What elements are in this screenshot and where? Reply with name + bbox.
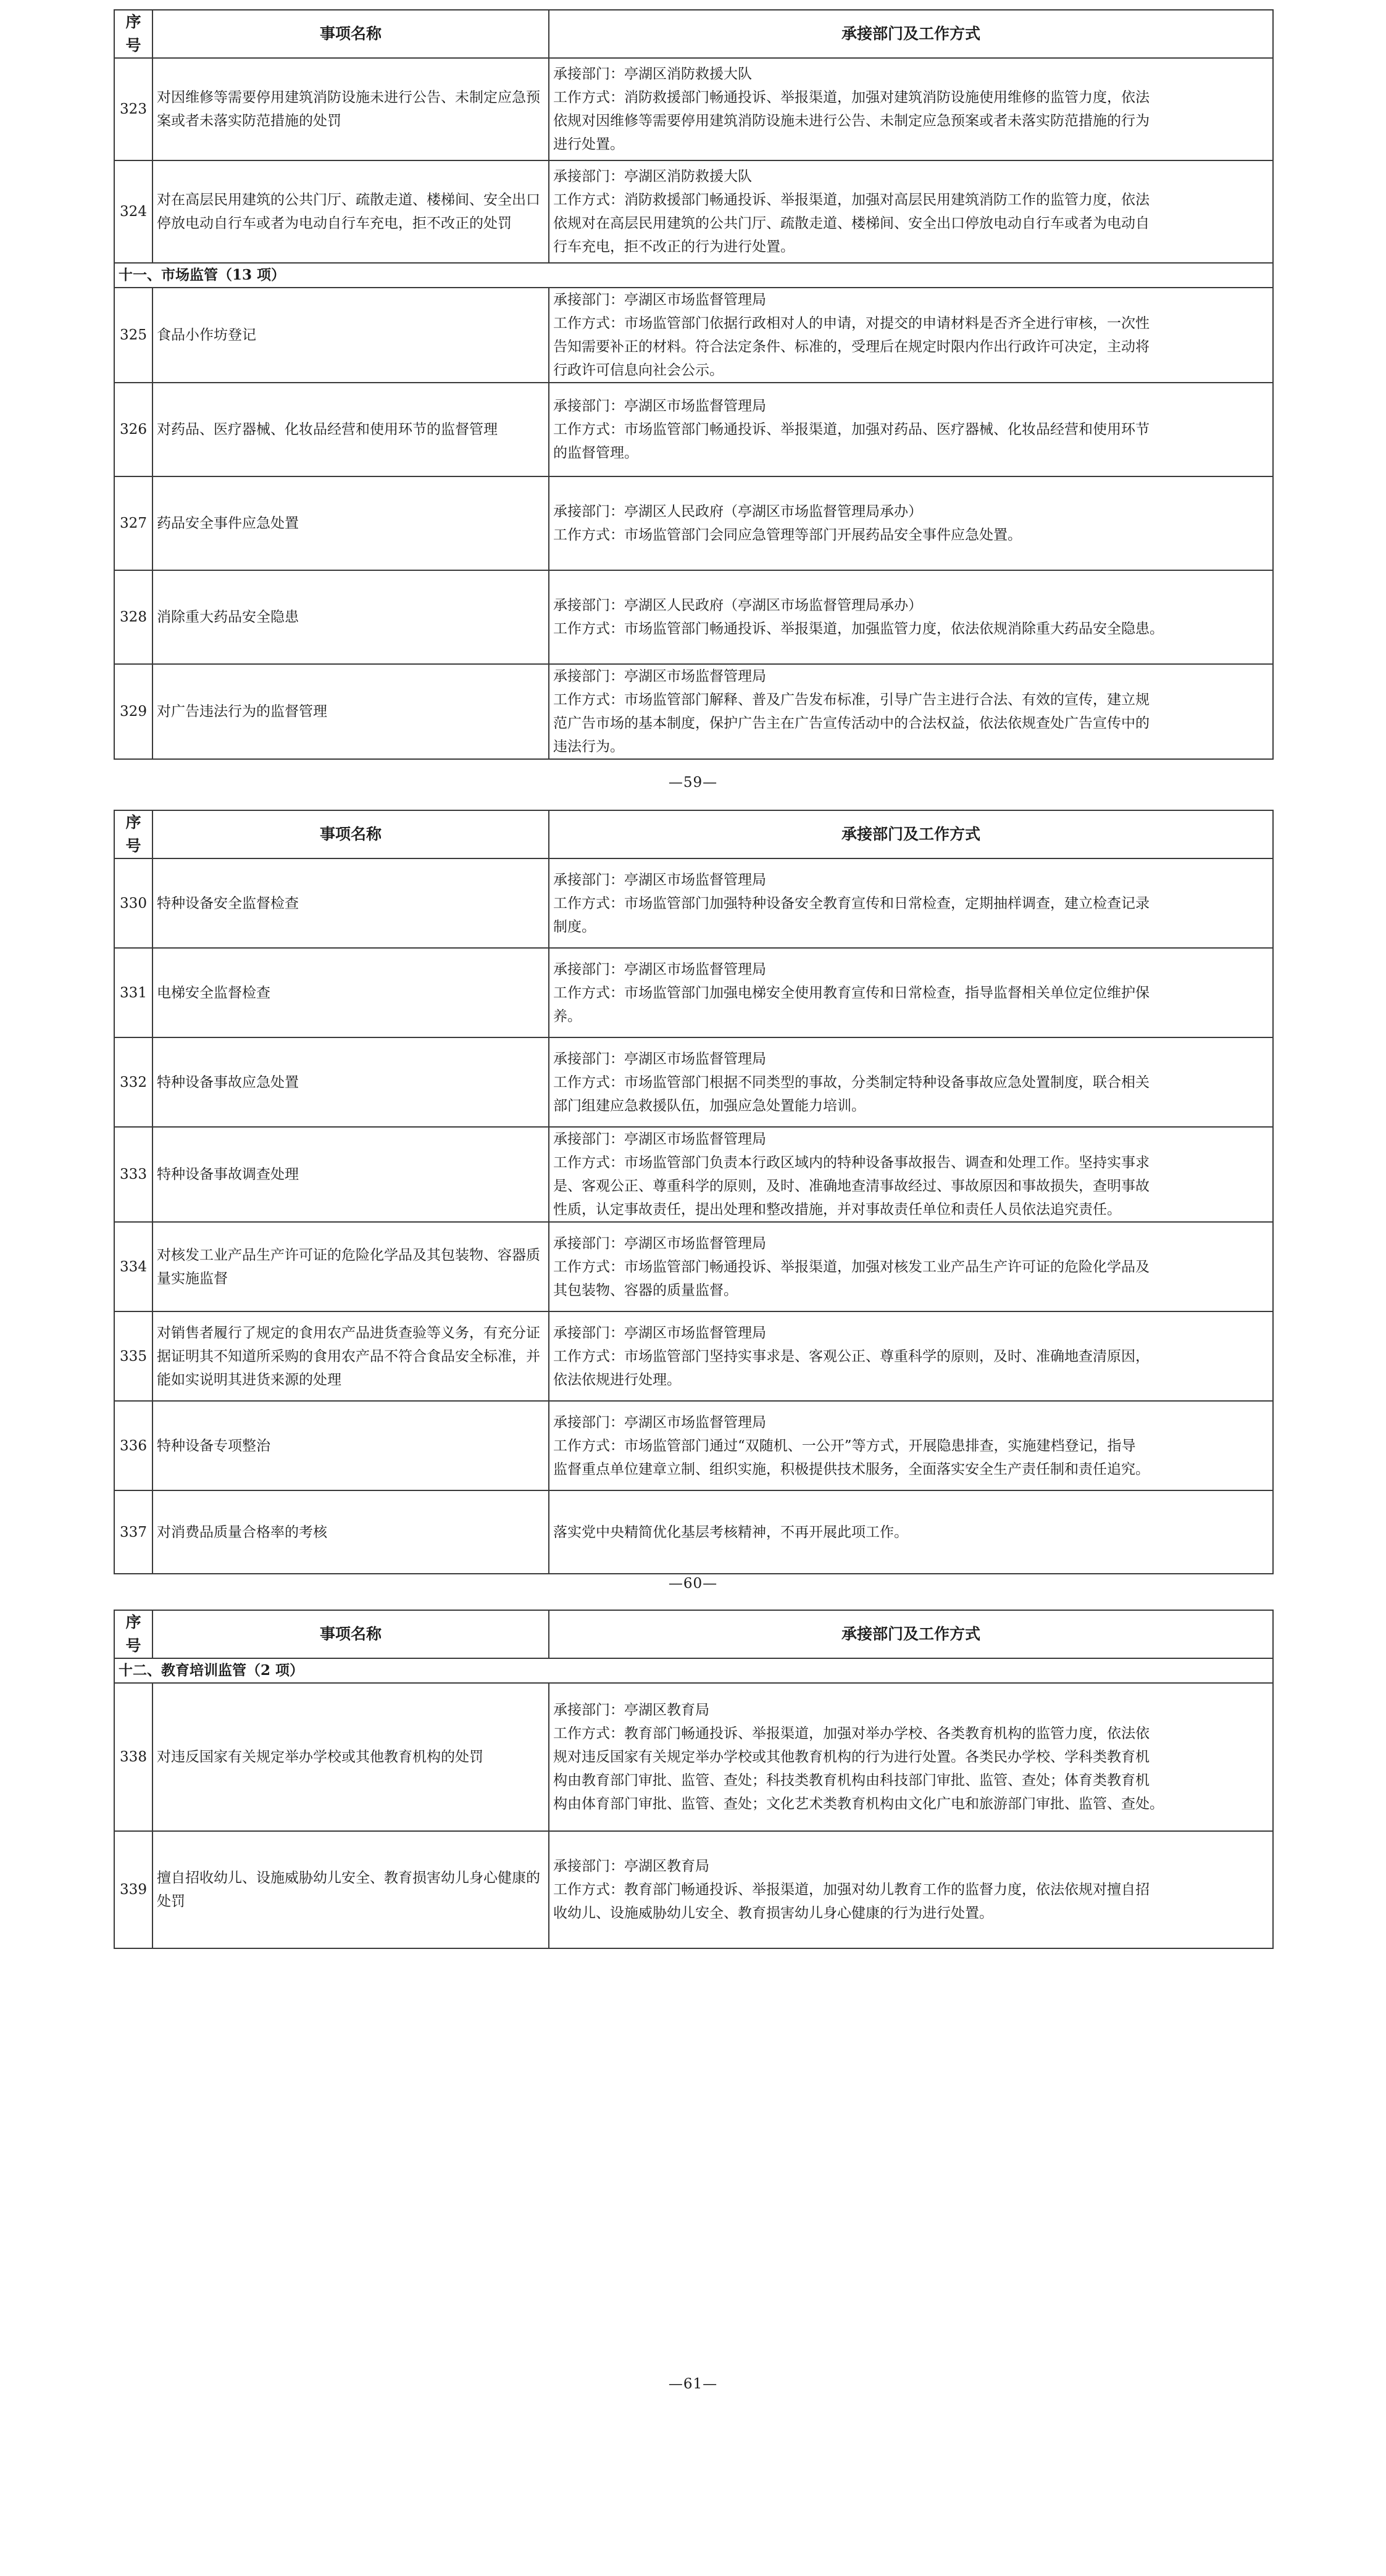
- item-name: 特种设备专项整治: [152, 1401, 549, 1490]
- row-number: 326: [114, 383, 152, 476]
- work-method: [549, 1222, 1273, 1311]
- work-line: 工作方式：市场监管部门加强电梯安全使用教育宣传和日常检查，指导监督相关单位定位维护保: [553, 984, 1150, 1001]
- row-number: 332: [114, 1037, 152, 1127]
- work-method: [549, 1831, 1273, 1948]
- work-line: 部门组建应急救援队伍，加强应急处置能力培训。: [553, 1097, 866, 1114]
- row-number: 329: [114, 664, 152, 759]
- item-name: 对因维修等需要停用建筑消防设施未进行公告、未制定应急预案或者未落实防范措施的处罚: [152, 58, 549, 160]
- row-number: 333: [114, 1127, 152, 1222]
- work-line: 行政许可信息向社会公示。: [553, 362, 724, 378]
- work-method: [549, 383, 1273, 476]
- table-row: [114, 1490, 1273, 1574]
- header-no: 序号: [114, 1610, 152, 1658]
- work-line: 是、客观公正、尊重科学的原则，及时、准确地查清事故经过、事故原因和事故损失，查明事故: [553, 1178, 1150, 1194]
- table-row: [114, 58, 1273, 160]
- item-name: 特种设备安全监督检查: [152, 858, 549, 948]
- work-line: 构由体育部门审批、监管、查处；文化艺术类教育机构由文化广电和旅游部门审批、监管、查处。: [553, 1796, 1164, 1812]
- item-name: 特种设备事故调查处理: [152, 1127, 549, 1222]
- section-title: 十二、教育培训监管（2 项）: [114, 1658, 1273, 1683]
- table-row: [114, 664, 1273, 759]
- work-method: [549, 858, 1273, 948]
- table-row: [114, 1127, 1273, 1222]
- page-59: [114, 9, 1272, 760]
- work-line: 承接部门：亭湖区市场监督管理局: [553, 398, 766, 414]
- table-header-row: [114, 810, 1273, 858]
- table-row: [114, 476, 1273, 570]
- page-number: —61—: [668, 2376, 718, 2392]
- work-method: [549, 1490, 1273, 1574]
- table-row: [114, 1683, 1273, 1831]
- work-method: [549, 1311, 1273, 1401]
- work-line: 落实党中央精简优化基层考核精神，不再开展此项工作。: [553, 1524, 908, 1540]
- work-line: 违法行为。: [553, 739, 624, 755]
- work-line: 承接部门：亭湖区市场监督管理局: [553, 961, 766, 978]
- row-number: 334: [114, 1222, 152, 1311]
- work-line: 依法依规进行处理。: [553, 1371, 681, 1388]
- item-name: 特种设备事故应急处置: [152, 1037, 549, 1127]
- work-line: 工作方式：市场监管部门畅通投诉、举报渠道，加强对药品、医疗器械、化妆品经营和使用环节: [553, 422, 1150, 438]
- work-line: 承接部门：亭湖区消防救援大队: [553, 168, 752, 185]
- header-name: 事项名称: [152, 10, 549, 58]
- item-name: 消除重大药品安全隐患: [152, 570, 549, 664]
- work-line: 工作方式：市场监管部门会同应急管理等部门开展药品安全事件应急处置。: [553, 527, 1022, 543]
- row-number: 339: [114, 1831, 152, 1948]
- work-line: 监督重点单位建章立制、组织实施，积极提供技术服务，全面落实安全生产责任制和责任追究。: [553, 1461, 1150, 1477]
- work-line: 承接部门：亭湖区教育局: [553, 1858, 709, 1874]
- work-line: 工作方式：消防救援部门畅通投诉、举报渠道，加强对高层民用建筑消防工作的监管力度，依法: [553, 192, 1150, 208]
- work-line: 工作方式：教育部门畅通投诉、举报渠道，加强对幼儿教育工作的监督力度，依法依规对擅自招: [553, 1882, 1150, 1898]
- work-line: 告知需要补正的材料。符合法定条件、标准的，受理后在规定时限内作出行政许可决定，主动将: [553, 339, 1150, 355]
- work-line: 收幼儿、设施威胁幼儿安全、教育损害幼儿身心健康的行为进行处置。: [553, 1905, 993, 1921]
- work-method: [549, 288, 1273, 383]
- work-line: 承接部门：亭湖区市场监督管理局: [553, 1235, 766, 1252]
- work-line: 工作方式：市场监管部门负责本行政区域内的特种设备事故报告、调查和处理工作。坚持实事求: [553, 1155, 1150, 1171]
- header-work: 承接部门及工作方式: [549, 10, 1273, 58]
- section-row: [114, 263, 1273, 288]
- work-line: 承接部门：亭湖区教育局: [553, 1702, 709, 1718]
- item-name: 电梯安全监督检查: [152, 948, 549, 1037]
- work-line: 工作方式：市场监管部门加强特种设备安全教育宣传和日常检查，定期抽样调查，建立检查记录: [553, 895, 1150, 912]
- work-method: [549, 1037, 1273, 1127]
- page-60: [114, 810, 1272, 1574]
- work-line: 依规对因维修等需要停用建筑消防设施未进行公告、未制定应急预案或者未落实防范措施的行为: [553, 113, 1150, 129]
- work-method: [549, 58, 1273, 160]
- row-number: 323: [114, 58, 152, 160]
- table-row: [114, 948, 1273, 1037]
- work-line: 工作方式：市场监管部门依据行政相对人的申请，对提交的申请材料是否齐全进行审核，一次性: [553, 315, 1150, 331]
- work-line: 的监督管理。: [553, 445, 638, 461]
- item-name: 对药品、医疗器械、化妆品经营和使用环节的监督管理: [152, 383, 549, 476]
- row-number: 325: [114, 288, 152, 383]
- item-name: 对核发工业产品生产许可证的危险化学品及其包装物、容器质量实施监督: [152, 1222, 549, 1311]
- table-row: [114, 1037, 1273, 1127]
- work-method: [549, 476, 1273, 570]
- table-row: [114, 1401, 1273, 1490]
- work-line: 承接部门：亭湖区市场监督管理局: [553, 292, 766, 308]
- header-no: 序号: [114, 810, 152, 858]
- items-table: [114, 9, 1274, 760]
- page-number: —59—: [668, 775, 718, 791]
- work-line: 承接部门：亭湖区市场监督管理局: [553, 1324, 766, 1341]
- table-row: [114, 858, 1273, 948]
- table-row: [114, 1222, 1273, 1311]
- work-line: 承接部门：亭湖区市场监督管理局: [553, 1131, 766, 1147]
- work-line: 工作方式：市场监管部门畅通投诉、举报渠道，加强监管力度，依法依规消除重大药品安全隐患。: [553, 621, 1164, 637]
- row-number: 338: [114, 1683, 152, 1831]
- work-method: [549, 570, 1273, 664]
- section-title: 十一、市场监管（13 项）: [114, 263, 1273, 288]
- row-number: 336: [114, 1401, 152, 1490]
- work-line: 工作方式：教育部门畅通投诉、举报渠道，加强对举办学校、各类教育机构的监管力度，依法依: [553, 1726, 1150, 1742]
- header-no: 序号: [114, 10, 152, 58]
- table-row: [114, 383, 1273, 476]
- item-name: 擅自招收幼儿、设施威胁幼儿安全、教育损害幼儿身心健康的处罚: [152, 1831, 549, 1948]
- work-method: [549, 1683, 1273, 1831]
- work-line: 承接部门：亭湖区人民政府（亭湖区市场监督管理局承办）: [553, 504, 922, 520]
- work-line: 其包装物、容器的质量监督。: [553, 1282, 738, 1298]
- work-method: [549, 948, 1273, 1037]
- items-table: [114, 810, 1274, 1574]
- table-row: [114, 1831, 1273, 1948]
- work-line: 规对违反国家有关规定举办学校或其他教育机构的行为进行处置。各类民办学校、学科类教育机: [553, 1749, 1150, 1765]
- work-line: 承接部门：亭湖区人民政府（亭湖区市场监督管理局承办）: [553, 597, 922, 613]
- table-header-row: [114, 10, 1273, 58]
- work-line: 性质，认定事故责任，提出处理和整改措施，并对事故责任单位和责任人员依法追究责任。: [553, 1202, 1121, 1218]
- header-work: 承接部门及工作方式: [549, 810, 1273, 858]
- work-method: [549, 1127, 1273, 1222]
- work-method: [549, 1401, 1273, 1490]
- header-name: 事项名称: [152, 1610, 549, 1658]
- table-row: [114, 288, 1273, 383]
- work-method: [549, 160, 1273, 263]
- work-line: 承接部门：亭湖区市场监督管理局: [553, 1414, 766, 1431]
- work-line: 承接部门：亭湖区消防救援大队: [553, 66, 752, 82]
- work-line: 依规对在高层民用建筑的公共门厅、疏散走道、楼梯间、安全出口停放电动自行车或者为电动自: [553, 215, 1150, 231]
- work-line: 承接部门：亭湖区市场监督管理局: [553, 871, 766, 888]
- item-name: 食品小作坊登记: [152, 288, 549, 383]
- table-row: [114, 160, 1273, 263]
- work-line: 行车充电，拒不改正的行为进行处置。: [553, 239, 795, 255]
- table-row: [114, 1311, 1273, 1401]
- work-line: 承接部门：亭湖区市场监督管理局: [553, 668, 766, 684]
- work-line: 工作方式：市场监管部门畅通投诉、举报渠道，加强对核发工业产品生产许可证的危险化学品及: [553, 1258, 1150, 1275]
- header-name: 事项名称: [152, 810, 549, 858]
- items-table: [114, 1610, 1274, 1949]
- page-number: —60—: [668, 1576, 718, 1592]
- row-number: 327: [114, 476, 152, 570]
- item-name: 对消费品质量合格率的考核: [152, 1490, 549, 1574]
- work-line: 构由教育部门审批、监管、查处；科技类教育机构由科技部门审批、监管、查处；体育类教育机: [553, 1772, 1150, 1789]
- section-row: [114, 1658, 1273, 1683]
- work-line: 工作方式：市场监管部门根据不同类型的事故，分类制定特种设备事故应急处置制度，联合相关: [553, 1074, 1150, 1091]
- item-name: 对违反国家有关规定举办学校或其他教育机构的处罚: [152, 1683, 549, 1831]
- work-line: 制度。: [553, 918, 596, 935]
- work-line: 进行处置。: [553, 136, 624, 152]
- work-line: 工作方式：消防救援部门畅通投诉、举报渠道，加强对建筑消防设施使用维修的监管力度，依法: [553, 89, 1150, 106]
- header-work: 承接部门及工作方式: [549, 1610, 1273, 1658]
- work-line: 范广告市场的基本制度，保护广告主在广告宣传活动中的合法权益，依法依规查处广告宣传中的: [553, 715, 1150, 731]
- work-line: 工作方式：市场监管部门解释、普及广告发布标准，引导广告主进行合法、有效的宣传，建立规: [553, 692, 1150, 708]
- row-number: 331: [114, 948, 152, 1037]
- item-name: 对在高层民用建筑的公共门厅、疏散走道、楼梯间、安全出口停放电动自行车或者为电动自行车充电，拒不改正的处罚: [152, 160, 549, 263]
- page-61: [114, 1610, 1272, 1949]
- work-line: 承接部门：亭湖区市场监督管理局: [553, 1050, 766, 1067]
- table-row: [114, 570, 1273, 664]
- row-number: 335: [114, 1311, 152, 1401]
- row-number: 337: [114, 1490, 152, 1574]
- row-number: 328: [114, 570, 152, 664]
- row-number: 324: [114, 160, 152, 263]
- item-name: 药品安全事件应急处置: [152, 476, 549, 570]
- row-number: 330: [114, 858, 152, 948]
- work-line: 工作方式：市场监管部门坚持实事求是、客观公正、尊重科学的原则，及时、准确地查清原因，: [553, 1348, 1150, 1365]
- item-name: 对广告违法行为的监督管理: [152, 664, 549, 759]
- work-line: 养。: [553, 1008, 582, 1024]
- table-header-row: [114, 1610, 1273, 1658]
- work-line: 工作方式：市场监管部门通过“双随机、一公开”等方式，开展隐患排查，实施建档登记，指导: [553, 1437, 1136, 1454]
- item-name: 对销售者履行了规定的食用农产品进货查验等义务，有充分证据证明其不知道所采购的食用农产品不符合食品安全标准，并能如实说明其进货来源的处理: [152, 1311, 549, 1401]
- work-method: [549, 664, 1273, 759]
